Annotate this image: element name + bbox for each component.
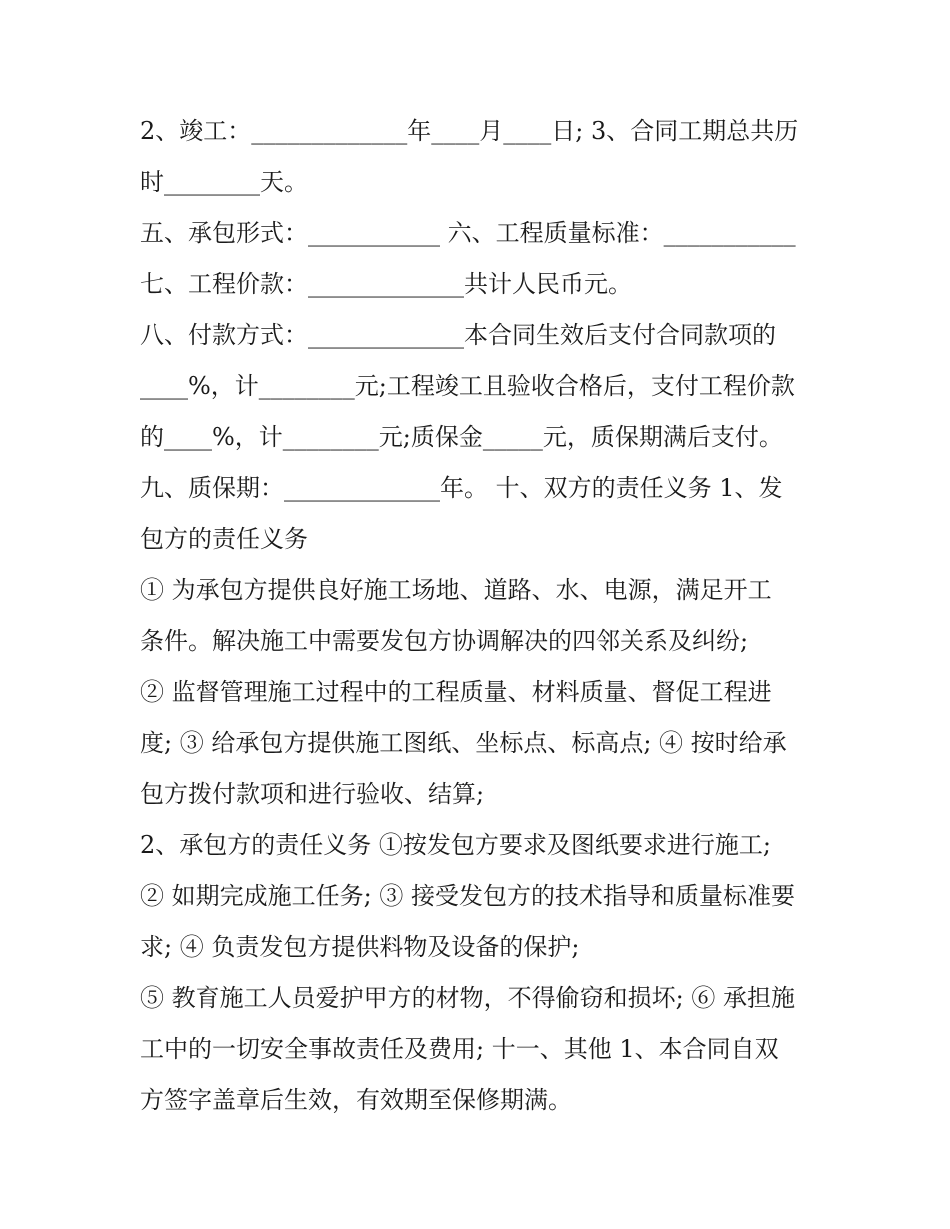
text-line: 时________天。	[140, 168, 308, 196]
text-line: ____%，计________元;工程竣工且验收合格后，支付工程价款	[140, 372, 795, 400]
text-line: 包方拨付款项和进行验收、结算;	[140, 780, 485, 808]
text-line: ⑤ 教育施工人员爱护甲方的材物，不得偷窃和损坏; ⑥ 承担施	[140, 984, 795, 1012]
text-line: 五、承包形式：___________ 六、工程质量标准：___________	[140, 219, 796, 247]
text-line: 九、质保期：_____________年。 十、双方的责任义务 1、发	[140, 474, 783, 502]
text-line: 的____%，计________元;质保金_____元，质保期满后支付。	[140, 423, 783, 451]
text-line: 方签字盖章后生效，有效期至保修期满。	[140, 1086, 572, 1114]
text-line: ② 监督管理施工过程中的工程质量、材料质量、督促工程进	[140, 678, 772, 706]
text-line: 包方的责任义务	[140, 525, 308, 553]
text-line: 八、付款方式：_____________本合同生效后支付合同款项的	[140, 321, 776, 349]
document-body	[140, 106, 810, 1126]
text-line: ② 如期完成施工任务; ③ 接受发包方的技术指导和质量标准要	[140, 882, 795, 910]
text-line: 2、承包方的责任义务 ①按发包方要求及图纸要求进行施工;	[140, 831, 771, 859]
text-line: 工中的一切安全事故责任及费用; 十一、其他 1、本合同自双	[140, 1035, 779, 1063]
text-line: 求; ④ 负责发包方提供料物及设备的保护;	[140, 933, 580, 961]
text-line: ① 为承包方提供良好施工场地、道路、水、电源，满足开工	[140, 576, 772, 604]
text-line: 七、工程价款：_____________共计人民币元。	[140, 270, 632, 298]
text-line: 条件。解决施工中需要发包方协调解决的四邻关系及纠纷;	[140, 627, 749, 655]
text-line: 2、竣工：_____________年____月____日; 3、合同工期总共历	[140, 117, 799, 145]
text-line: 度; ③ 给承包方提供施工图纸、坐标点、标高点; ④ 按时给承	[140, 729, 787, 757]
